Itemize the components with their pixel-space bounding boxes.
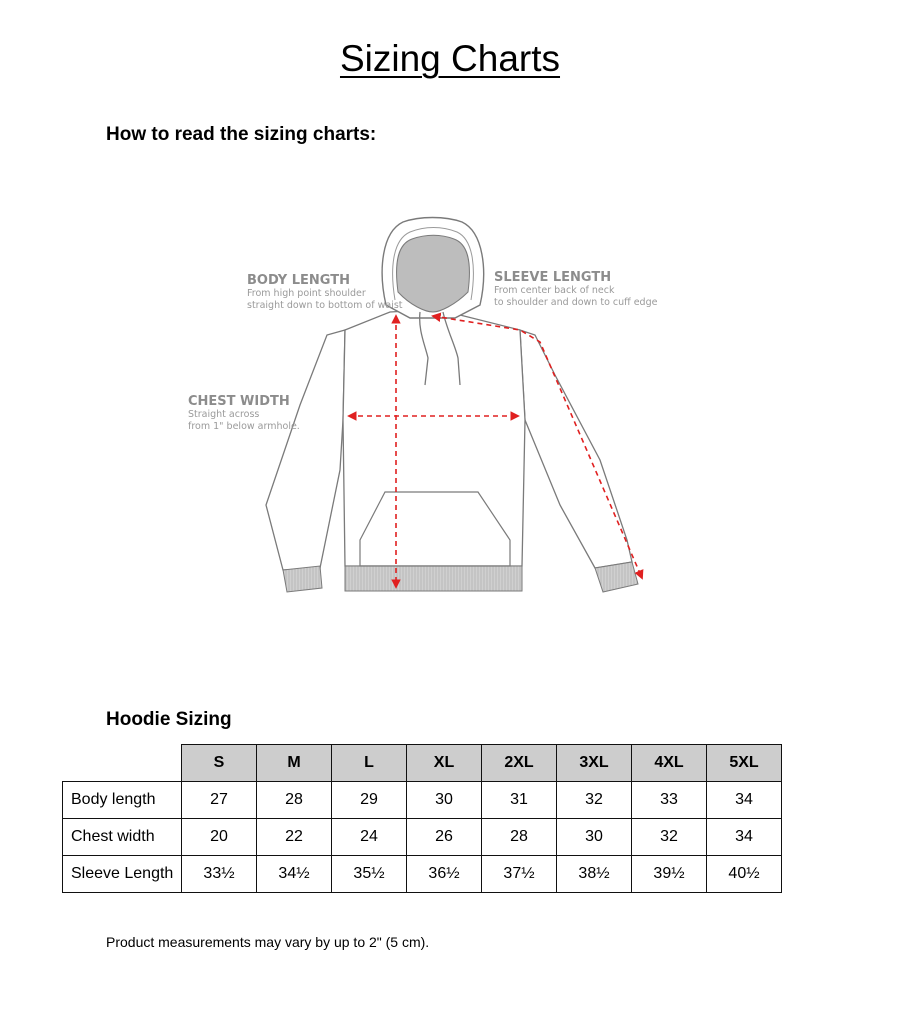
table-row — [63, 819, 782, 856]
row-label: Chest width — [63, 819, 182, 856]
table-cell: 32 — [632, 819, 707, 856]
hoodie-sizing-table — [62, 744, 782, 893]
corner-cell — [63, 745, 182, 782]
size-header: 2XL — [482, 745, 557, 782]
table-cell: 33½ — [182, 856, 257, 893]
table-cell: 38½ — [557, 856, 632, 893]
table-row — [63, 856, 782, 893]
size-header: L — [332, 745, 407, 782]
chest-width-label-title: CHEST WIDTH — [188, 394, 290, 409]
table-cell: 31 — [482, 782, 557, 819]
table-cell: 40½ — [707, 856, 782, 893]
table-cell: 35½ — [332, 856, 407, 893]
table-cell: 26 — [407, 819, 482, 856]
hood-opening — [397, 235, 470, 312]
table-row — [63, 782, 782, 819]
table-header-row — [63, 745, 782, 782]
table-cell: 32 — [557, 782, 632, 819]
left-cuff — [283, 566, 322, 592]
right-sleeve — [520, 330, 632, 568]
waistband — [345, 566, 522, 591]
table-cell: 33 — [632, 782, 707, 819]
how-to-heading: How to read the sizing charts: — [106, 124, 377, 145]
sleeve-length-label-title: SLEEVE LENGTH — [494, 270, 612, 285]
table-cell: 34½ — [257, 856, 332, 893]
table-cell: 34 — [707, 819, 782, 856]
size-header: 4XL — [632, 745, 707, 782]
hoodie-sizing-heading: Hoodie Sizing — [106, 709, 232, 730]
page-title: Sizing Charts — [339, 38, 561, 79]
table-cell: 36½ — [407, 856, 482, 893]
chest-width-label-desc-1: Straight across — [188, 409, 260, 420]
table-cell: 27 — [182, 782, 257, 819]
table-cell: 30 — [407, 782, 482, 819]
table-cell: 39½ — [632, 856, 707, 893]
body-length-label-desc-1: From high point shoulder — [247, 288, 366, 299]
table-cell: 29 — [332, 782, 407, 819]
size-header: S — [182, 745, 257, 782]
row-label: Sleeve Length — [63, 856, 182, 893]
table-cell: 28 — [482, 819, 557, 856]
table-cell: 24 — [332, 819, 407, 856]
size-header: 3XL — [557, 745, 632, 782]
table-cell: 28 — [257, 782, 332, 819]
left-sleeve — [266, 330, 345, 570]
size-header: M — [257, 745, 332, 782]
table-cell: 37½ — [482, 856, 557, 893]
table-cell: 30 — [557, 819, 632, 856]
table-cell: 20 — [182, 819, 257, 856]
right-cuff — [595, 562, 638, 592]
body-length-label-desc-2: straight down to bottom of waist — [247, 300, 403, 311]
hoodie-diagram — [180, 205, 660, 605]
chest-width-label-desc-2: from 1" below armhole. — [188, 421, 300, 432]
row-label: Body length — [63, 782, 182, 819]
table-cell: 22 — [257, 819, 332, 856]
body-length-label-title: BODY LENGTH — [247, 273, 350, 288]
measurement-note: Product measurements may vary by up to 2" (5 cm). — [106, 934, 430, 950]
size-header: 5XL — [707, 745, 782, 782]
sleeve-length-label-desc-1: From center back of neck — [494, 285, 615, 296]
table-cell: 34 — [707, 782, 782, 819]
size-header: XL — [407, 745, 482, 782]
sleeve-length-label-desc-2: to shoulder and down to cuff edge — [494, 297, 658, 308]
hoodie-body — [343, 310, 525, 566]
